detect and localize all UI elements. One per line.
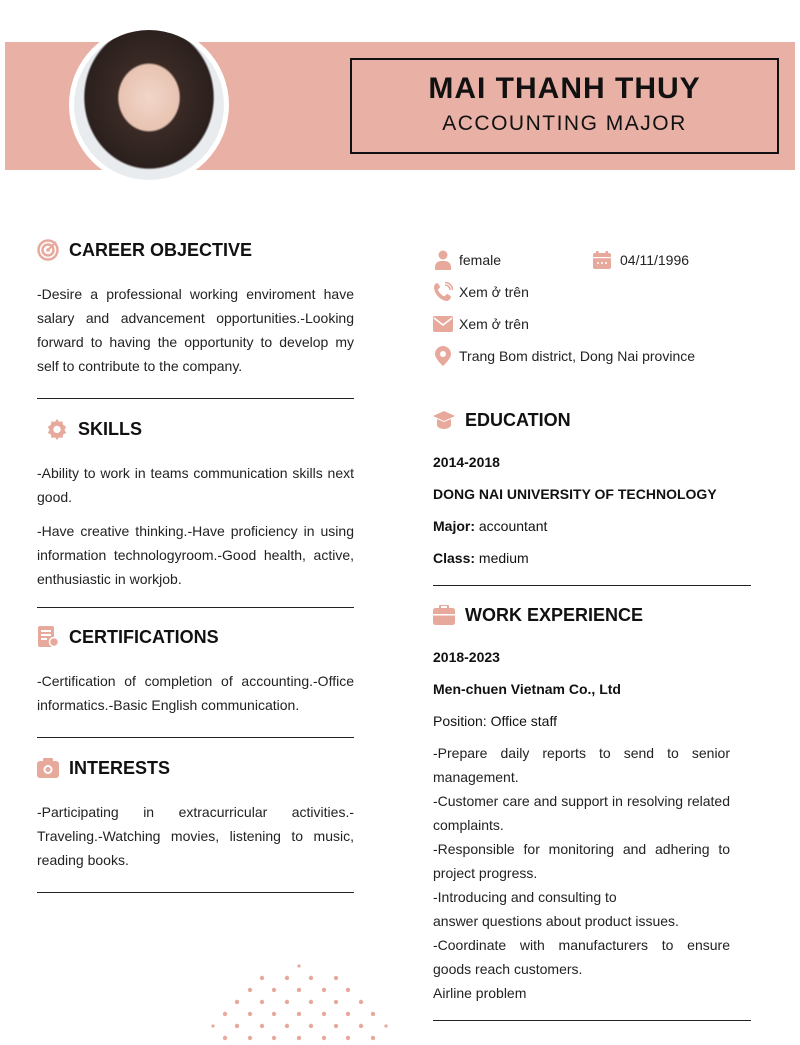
camera-icon xyxy=(37,757,59,779)
divider xyxy=(37,892,354,893)
major-value: accountant xyxy=(475,518,548,534)
certificate-icon xyxy=(37,626,59,648)
graduation-cap-icon xyxy=(433,409,455,431)
interests-section xyxy=(37,754,354,893)
work-experience-section xyxy=(433,601,751,1021)
interests-text: -Participating in extracurricular activities.-Traveling.-Watching movies, listening to music, reading books. xyxy=(37,804,354,868)
education-school: DONG NAI UNIVERSITY OF TECHNOLOGY xyxy=(433,486,717,502)
class-label: Class: xyxy=(433,550,476,566)
skills-section xyxy=(37,415,354,608)
section-title: CAREER OBJECTIVE xyxy=(69,239,253,260)
career-objective-text: -Desire a professional working enviroment have salary and advancement opportunities.-Looking forward to having the opportunity to develop my self to contribute to the company. xyxy=(37,286,354,374)
work-duty: -Responsible for monitoring and adhering to project progress. xyxy=(433,841,730,881)
divider xyxy=(433,585,751,586)
section-title: INTERESTS xyxy=(69,757,171,778)
work-position: Position: Office staff xyxy=(433,713,557,729)
career-objective-section xyxy=(37,236,354,399)
education-section xyxy=(433,406,751,586)
section-title: SKILLS xyxy=(78,418,143,439)
birthdate-value: 04/11/1996 xyxy=(620,252,690,268)
divider xyxy=(37,737,354,738)
work-period: 2018-2023 xyxy=(433,649,500,665)
class-value: medium xyxy=(475,550,529,566)
candidate-name: MAI THANH THUY xyxy=(428,72,701,105)
skill-item: -Ability to work in teams communication skills next good. xyxy=(37,465,354,505)
briefcase-icon xyxy=(433,604,455,626)
email-icon xyxy=(433,314,453,334)
calendar-icon xyxy=(592,250,612,270)
section-title: EDUCATION xyxy=(465,409,571,430)
gear-icon xyxy=(46,418,68,440)
work-duty: -Coordinate with manufacturers to ensure goods reach customers. xyxy=(433,937,730,977)
skill-item: -Have creative thinking.-Have proficiency in using information technologyroom.-Good health, active, enthusiastic in workjob. xyxy=(37,523,354,587)
phone-icon xyxy=(433,282,453,302)
target-icon xyxy=(37,239,59,261)
phone-value: Xem ở trên xyxy=(459,284,529,300)
profile-photo xyxy=(74,30,224,180)
address-value: Trang Bom district, Dong Nai province xyxy=(459,348,696,364)
work-duty: answer questions about product issues. xyxy=(433,913,679,929)
work-duty: -Introducing and consulting to xyxy=(433,889,617,905)
decorative-dots xyxy=(205,960,395,1045)
divider xyxy=(433,1020,751,1021)
certifications-text: -Certification of completion of accounting.-Office informatics.-Basic English communication. xyxy=(37,673,354,713)
divider xyxy=(37,607,354,608)
avatar xyxy=(69,25,229,185)
education-period: 2014-2018 xyxy=(433,454,500,470)
location-pin-icon xyxy=(433,346,453,366)
major-label: Major: xyxy=(433,518,475,534)
email-value: Xem ở trên xyxy=(459,316,529,332)
work-company: Men-chuen Vietnam Co., Ltd xyxy=(433,681,621,697)
section-title: CERTIFICATIONS xyxy=(69,626,219,647)
divider xyxy=(37,398,354,399)
certifications-section xyxy=(37,623,354,738)
work-duty: -Prepare daily reports to send to senior management. xyxy=(433,745,730,785)
gender-value: female xyxy=(459,252,502,268)
contact-info xyxy=(433,244,751,372)
name-box xyxy=(350,58,779,154)
person-icon xyxy=(433,250,453,270)
section-title: WORK EXPERIENCE xyxy=(465,604,644,625)
work-duty: -Customer care and support in resolving related complaints. xyxy=(433,793,730,833)
candidate-title: ACCOUNTING MAJOR xyxy=(442,112,687,135)
work-duty: Airline problem xyxy=(433,985,527,1001)
